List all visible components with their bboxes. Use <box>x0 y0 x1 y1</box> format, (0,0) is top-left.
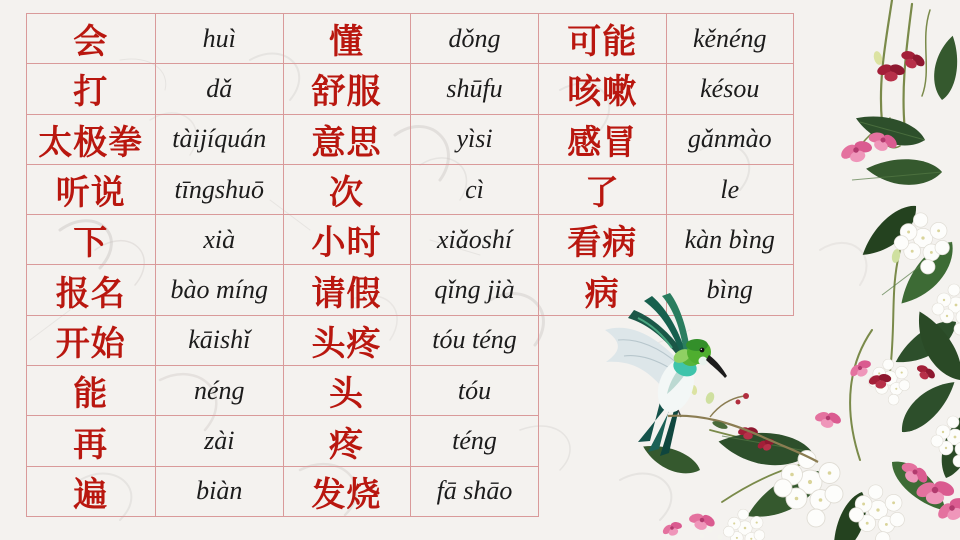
hanzi-cell: 发烧 <box>283 467 411 517</box>
pinyin-cell: dǎ <box>156 64 285 114</box>
pinyin-cell: kěnéng <box>667 14 795 64</box>
hanzi-cell: 打 <box>27 64 156 114</box>
pinyin-cell: xià <box>156 215 285 265</box>
hanzi-cell: 开始 <box>27 316 156 366</box>
hanzi-cell: 头疼 <box>283 316 411 366</box>
hanzi-cell: 咳嗽 <box>539 64 667 114</box>
hanzi-cell: 下 <box>27 215 156 265</box>
pinyin-cell: késou <box>667 64 795 114</box>
hanzi-cell: 意思 <box>283 115 411 165</box>
hummingbird-icon <box>605 293 818 462</box>
pinyin-cell: tóu <box>411 366 539 416</box>
hanzi-cell: 可能 <box>539 14 667 64</box>
hanzi-cell: 能 <box>27 366 156 416</box>
hanzi-cell: 了 <box>539 165 667 215</box>
pinyin-cell: bào míng <box>156 265 285 315</box>
vocab-column-pair-2 <box>283 13 539 517</box>
pinyin-cell: kàn bìng <box>667 215 795 265</box>
pinyin-cell: fā shāo <box>411 467 539 517</box>
hanzi-cell: 再 <box>27 416 156 466</box>
hanzi-cell: 头 <box>283 366 411 416</box>
pinyin-cell: dǒng <box>411 14 539 64</box>
hanzi-cell: 病 <box>539 265 667 315</box>
hanzi-cell: 小时 <box>283 215 411 265</box>
hanzi-cell: 听说 <box>27 165 156 215</box>
pinyin-cell: biàn <box>156 467 285 517</box>
hanzi-cell: 舒服 <box>283 64 411 114</box>
pinyin-cell: zài <box>156 416 285 466</box>
hanzi-cell: 会 <box>27 14 156 64</box>
pinyin-cell: tàijíquán <box>156 115 285 165</box>
hanzi-cell: 次 <box>283 165 411 215</box>
pinyin-cell: xiǎoshí <box>411 215 539 265</box>
vocab-column-pair-1 <box>26 13 284 517</box>
pinyin-cell: kāishǐ <box>156 316 285 366</box>
hanzi-cell: 疼 <box>283 416 411 466</box>
pinyin-cell: téng <box>411 416 539 466</box>
pinyin-cell: huì <box>156 14 285 64</box>
vocab-column-pair-3 <box>539 13 794 316</box>
hanzi-cell: 感冒 <box>539 115 667 165</box>
pinyin-cell: le <box>667 165 795 215</box>
pinyin-cell: gǎnmào <box>667 115 795 165</box>
hanzi-cell: 遍 <box>27 467 156 517</box>
pinyin-cell: tīngshuō <box>156 165 285 215</box>
pinyin-cell: yìsi <box>411 115 539 165</box>
pinyin-cell: qǐng jià <box>411 265 539 315</box>
pinyin-cell: shūfu <box>411 64 539 114</box>
pinyin-cell: bìng <box>667 265 795 315</box>
hanzi-cell: 太极拳 <box>27 115 156 165</box>
pinyin-cell: tóu téng <box>411 316 539 366</box>
hanzi-cell: 请假 <box>283 265 411 315</box>
hanzi-cell: 报名 <box>27 265 156 315</box>
pinyin-cell: néng <box>156 366 285 416</box>
pinyin-cell: cì <box>411 165 539 215</box>
hanzi-cell: 看病 <box>539 215 667 265</box>
hanzi-cell: 懂 <box>283 14 411 64</box>
